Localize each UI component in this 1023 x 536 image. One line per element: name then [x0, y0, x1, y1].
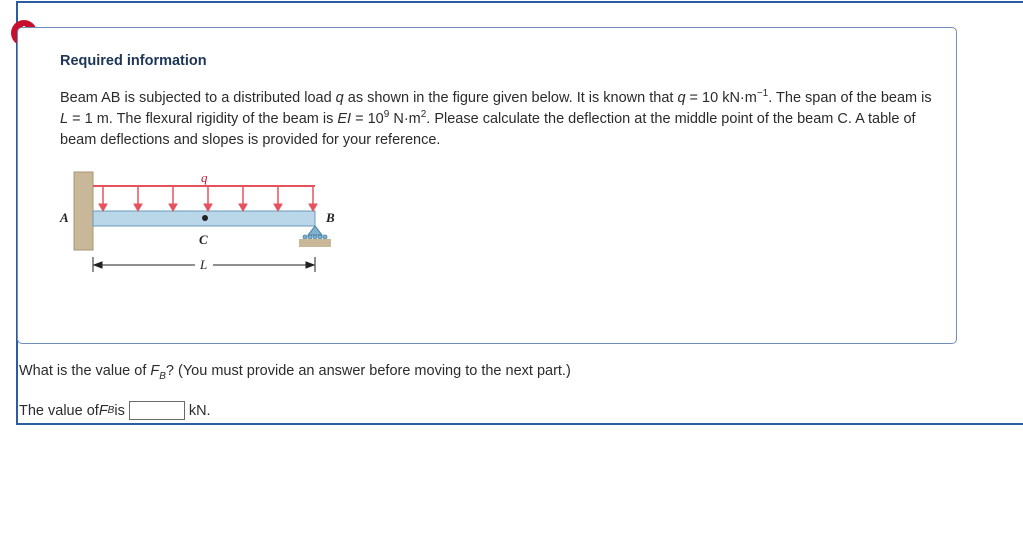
- info-text-1: Beam AB is subjected to a distributed load: [60, 90, 336, 106]
- exponent-2: 9: [383, 109, 390, 121]
- info-title: Required information: [60, 53, 207, 69]
- info-text-7: N·m: [389, 111, 421, 127]
- L-symbol: L: [60, 111, 69, 127]
- info-text-4: . The span of the beam is: [768, 90, 932, 106]
- info-text-3: = 10 kN·m: [685, 90, 757, 106]
- exponent-1: −1: [756, 88, 769, 100]
- label-B: B: [326, 210, 335, 225]
- answer-subscript: B: [107, 405, 115, 416]
- load-arrow-7: [309, 186, 317, 211]
- q-symbol: q: [335, 90, 344, 106]
- info-text-5: = 1 m. The flexural rigidity of the beam is: [68, 111, 338, 127]
- load-arrows: [99, 186, 317, 211]
- answer-unit: kN.: [188, 402, 211, 419]
- load-arrow-4: [204, 186, 212, 211]
- midpoint-c-dot: [202, 215, 208, 221]
- load-arrow-2: [134, 186, 142, 211]
- label-q: q: [201, 170, 208, 185]
- answer-input[interactable]: [129, 401, 185, 420]
- q-symbol-2: q: [677, 90, 686, 106]
- load-arrow-3: [169, 186, 177, 211]
- question-symbol: F: [150, 363, 160, 379]
- info-text-2: as shown in the figure given below. It is known that: [343, 90, 678, 106]
- load-arrow-1: [99, 186, 107, 211]
- load-arrow-6: [274, 186, 282, 211]
- answer-symbol: F: [98, 402, 108, 419]
- exponent-3: 2: [420, 109, 427, 121]
- fixed-wall: [74, 172, 93, 250]
- EI-symbol: EI: [337, 111, 352, 127]
- question-pre: What is the value of: [19, 363, 151, 379]
- beam-figure: [55, 165, 345, 280]
- answer-pre: The value of: [19, 402, 99, 419]
- label-A: A: [60, 210, 69, 225]
- label-C: C: [199, 232, 208, 247]
- info-text-8: . Please calculate the deflection at the middle point of the beam C. A table of beam deflections and slopes is provided for your reference.: [60, 111, 916, 148]
- label-L: L: [200, 257, 208, 272]
- info-text-6: = 10: [351, 111, 384, 127]
- info-description: [60, 88, 940, 151]
- question-post: ? (You must provide an answer before moving to the next part.): [165, 363, 571, 379]
- answer-mid: is: [114, 402, 125, 419]
- roller-support: [299, 226, 331, 247]
- load-arrow-5: [239, 186, 247, 211]
- answer-row: [19, 401, 211, 420]
- question-subscript: B: [159, 370, 166, 382]
- question-text: [19, 363, 571, 382]
